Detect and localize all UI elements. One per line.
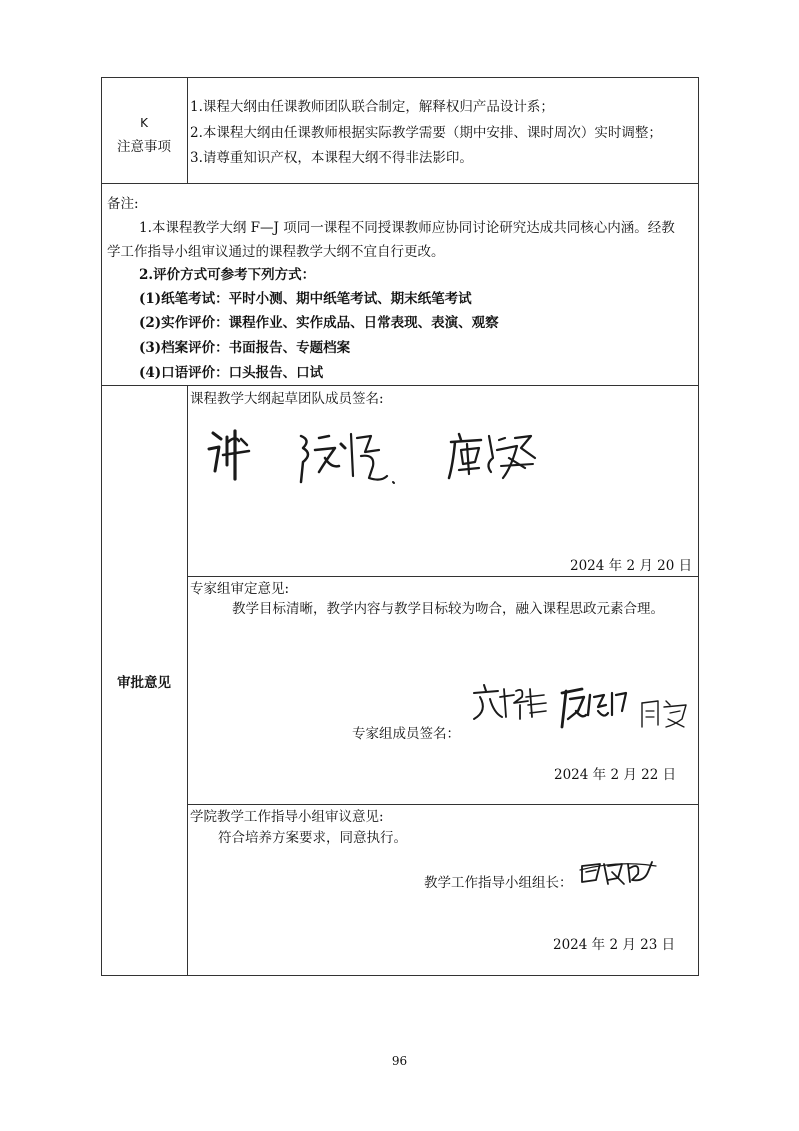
remarks-method-3: (3)档案评价：书面报告、专题档案 xyxy=(139,340,351,356)
expert-signature-3 xyxy=(638,697,693,732)
approval-label: 审批意见 xyxy=(117,675,171,691)
remarks-title: 备注: xyxy=(107,196,139,212)
remarks-para1-line2: 学工作指导小组审议通过的课程教学大纲不宜自行更改。 xyxy=(107,244,445,260)
college-signature xyxy=(578,858,658,888)
table-top-border xyxy=(101,77,699,78)
table-bottom-border xyxy=(101,975,699,976)
notes-label-k: K xyxy=(140,116,148,130)
approval-column-divider xyxy=(187,385,188,976)
drafting-title: 课程教学大纲起草团队成员签名: xyxy=(190,391,384,407)
expert-signature-2 xyxy=(560,685,630,730)
expert-date: 2024 年 2 月 22 日 xyxy=(554,767,677,783)
college-title: 学院教学工作指导小组审议意见: xyxy=(190,809,384,825)
remarks-para2-title: 2.评价方式可参考下列方式： xyxy=(139,267,316,283)
expert-sign-label: 专家组成员签名： xyxy=(352,726,460,742)
drafting-row-bottom xyxy=(187,576,699,577)
notes-row-bottom xyxy=(101,183,699,184)
college-opinion: 符合培养方案要求，同意执行。 xyxy=(218,830,407,846)
remarks-para1-line1: 1.本课程教学大纲 F—J 项同一课程不同授课教师应协同讨论研究达成共同核心内涵。经教 xyxy=(139,220,675,236)
expert-opinion: 教学目标清晰，教学内容与教学目标较为吻合，融入课程思政元素合理。 xyxy=(232,601,664,617)
college-sign-label: 教学工作指导小组组长： xyxy=(424,875,573,891)
table-right-border xyxy=(698,77,699,976)
page-number: 96 xyxy=(391,1054,408,1068)
remarks-method-4: (4)口语评价：口头报告、口试 xyxy=(139,365,324,381)
notes-item-1: 1.课程大纲由任课教师团队联合制定，解释权归产品设计系； xyxy=(190,99,554,115)
expert-title: 专家组审定意见: xyxy=(190,581,290,597)
remarks-row-bottom xyxy=(101,385,699,386)
notes-label: 注意事项 xyxy=(117,139,171,155)
expert-row-bottom xyxy=(187,804,699,805)
drafting-signature-3 xyxy=(445,428,540,488)
notes-item-3: 3.请尊重知识产权，本课程大纲不得非法影印。 xyxy=(190,150,473,166)
notes-column-divider xyxy=(187,77,188,183)
table-left-border xyxy=(101,77,102,976)
remarks-method-2: (2)实作评价：课程作业、实作成品、日常表现、表演、观察 xyxy=(139,315,499,331)
drafting-date: 2024 年 2 月 20 日 xyxy=(570,558,693,574)
drafting-signature-1 xyxy=(205,425,265,485)
college-date: 2024 年 2 月 23 日 xyxy=(553,937,676,953)
notes-item-2: 2.本课程大纲由任课教师根据实际教学需要（期中安排、课时周次）实时调整； xyxy=(190,125,662,141)
remarks-method-1: (1)纸笔考试：平时小测、期中纸笔考试、期末纸笔考试 xyxy=(139,291,472,307)
expert-signature-1 xyxy=(470,683,550,723)
drafting-signature-2 xyxy=(295,428,400,488)
